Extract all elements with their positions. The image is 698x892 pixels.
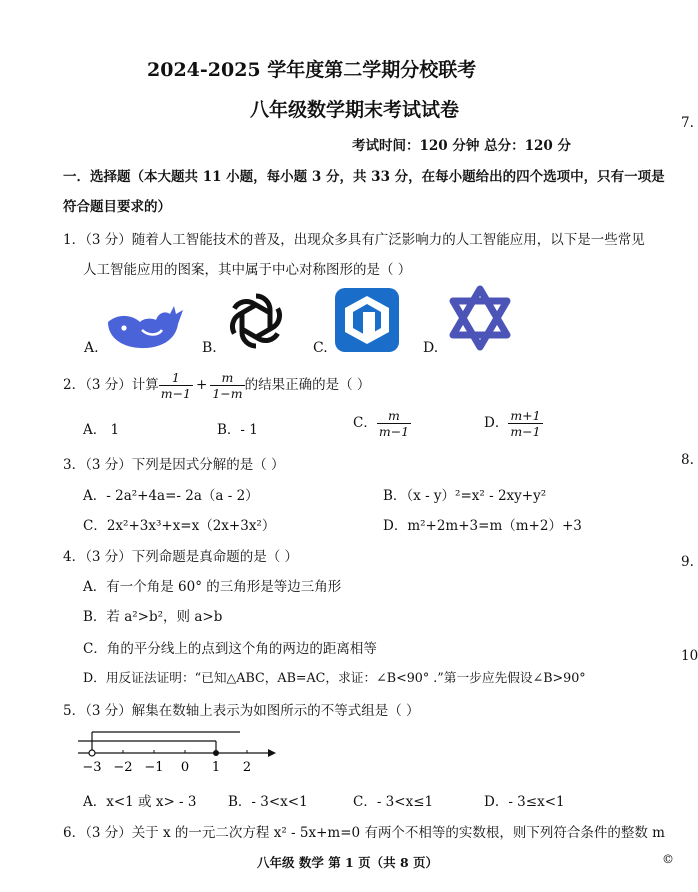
- q3-option-a: A．- 2a²+4a=- 2a（a - 2）: [83, 488, 259, 504]
- q2-option-a-value: 1: [110, 422, 120, 438]
- q2-frac1-numerator: 1: [159, 370, 193, 386]
- square-cube-icon: [333, 286, 401, 354]
- q1-stem-line-2: 人工智能应用的图案，其中属于中心对称图形的是（ ）: [83, 262, 412, 278]
- q2-option-d-numerator: m+1: [510, 408, 541, 423]
- axis-tick-label: 1: [211, 760, 221, 775]
- q2-option-d-fraction: [508, 408, 542, 439]
- q3-option-d: D．m²+2m+3=m（m+2）+3: [383, 518, 582, 534]
- q2-option-b-value: - 1: [240, 422, 258, 438]
- q3-option-c: C．2x²+3x³+x=x（2x+3x²）: [83, 518, 276, 534]
- closed-point-marker: [213, 750, 219, 756]
- q2-option-c-label: C．: [353, 415, 377, 431]
- title-line-2: 八年级数学期末考试试卷: [250, 99, 460, 121]
- q2-plus-sign: +: [196, 377, 208, 393]
- number-line-arrow: [268, 749, 276, 757]
- q5-stem: 5．（3 分）解集在数轴上表示为如图所示的不等式组是（ ）: [63, 703, 420, 719]
- q2-frac2-numerator: m: [210, 370, 244, 386]
- q1-option-a-label: A.: [84, 340, 99, 356]
- q2-option-c-fraction: [377, 408, 411, 439]
- q2-option-c: [353, 408, 411, 439]
- q2-option-b: [217, 418, 258, 438]
- q4-option-a: A．有一个角是 60° 的三角形是等边三角形: [83, 579, 342, 595]
- q3-stem: 3．（3 分）下列是因式分解的是（ ）: [63, 457, 285, 473]
- q2-option-c-numerator: m: [377, 408, 411, 424]
- axis-tick-label: 2: [242, 760, 252, 775]
- q2-option-a-label: A．: [83, 422, 107, 438]
- margin-mark-10: 10: [681, 648, 698, 664]
- q2-frac2-denominator: 1−m: [212, 386, 243, 401]
- q3-option-b: B．（x - y）²=x² - 2xy+y²: [383, 488, 547, 504]
- number-line-figure: [78, 724, 278, 774]
- deepseek-whale-icon: [104, 300, 184, 350]
- section-heading-line-1: 一．选择题（本大题共 11 小题，每小题 3 分，共 33 分，在每小题给出的四个选项中，只有一项是: [63, 169, 665, 185]
- q5-option-d: D．- 3≤x<1: [484, 794, 565, 810]
- axis-tick-label: −1: [144, 760, 164, 775]
- q2-stem-prefix: 2．（3 分）计算: [63, 377, 159, 393]
- star-triangle-icon: [445, 285, 515, 351]
- q5-option-c: C．- 3<x≤1: [353, 794, 434, 810]
- openai-knot-icon: [223, 288, 289, 354]
- q4-option-d: D．用反证法证明：“已知△ABC，AB=AC，求证：∠B<90° .”第一步应先假设∠B>90°: [83, 670, 586, 685]
- q2-fraction-2: [210, 370, 244, 401]
- axis-tick-label: −2: [113, 760, 133, 775]
- section-heading-line-2: 符合题目要求的）: [63, 199, 171, 215]
- open-point-marker: [89, 750, 95, 756]
- q2-option-d: [484, 408, 543, 439]
- title-line-1: 2024-2025 学年度第二学期分校联考: [147, 59, 477, 81]
- margin-mark-8: 8.: [681, 452, 694, 468]
- footer-logo-icon: ©: [662, 852, 674, 866]
- q2-option-a: [83, 418, 119, 438]
- q2-stem: [63, 370, 370, 401]
- axis-tick-label: −3: [82, 760, 102, 775]
- q2-stem-suffix: 的结果正确的是（ ）: [244, 377, 371, 393]
- q4-option-b: B．若 a²>b²，则 a>b: [83, 609, 223, 625]
- q4-stem: 4．（3 分）下列命题是真命题的是（ ）: [63, 549, 299, 565]
- axis-tick-label: 0: [180, 760, 190, 775]
- q1-option-d-label: D.: [423, 340, 439, 356]
- q1-stem-line-1: 1．（3 分）随着人工智能技术的普及，出现众多具有广泛影响力的人工智能应用，以下是一些常见: [63, 232, 645, 248]
- page-footer: 八年级 数学 第 1 页（共 8 页）: [257, 855, 439, 870]
- q6-stem: 6．（3 分）关于 x 的一元二次方程 x² - 5x+m=0 有两个不相等的实数根，则下列符合条件的整数 m: [63, 825, 665, 841]
- margin-mark-7: 7.: [681, 115, 694, 131]
- exam-info: 考试时间：120 分钟 总分：120 分: [352, 138, 571, 154]
- q1-option-c-label: C.: [313, 340, 328, 356]
- margin-mark-9: 9.: [681, 554, 694, 570]
- q5-option-a: A．x<1 或 x> - 3: [83, 794, 197, 810]
- q2-option-d-label: D．: [484, 415, 509, 431]
- q5-option-b: B．- 3<x<1: [228, 794, 308, 810]
- q2-option-d-denominator: m−1: [510, 424, 541, 439]
- q2-option-b-label: B．: [217, 422, 241, 438]
- q2-frac1-denominator: m−1: [160, 386, 192, 401]
- q1-option-b-label: B.: [202, 340, 217, 356]
- q2-option-c-denominator: m−1: [378, 424, 410, 439]
- q4-option-c: C．角的平分线上的点到这个角的两边的距离相等: [83, 641, 377, 657]
- q2-fraction-1: [159, 370, 193, 401]
